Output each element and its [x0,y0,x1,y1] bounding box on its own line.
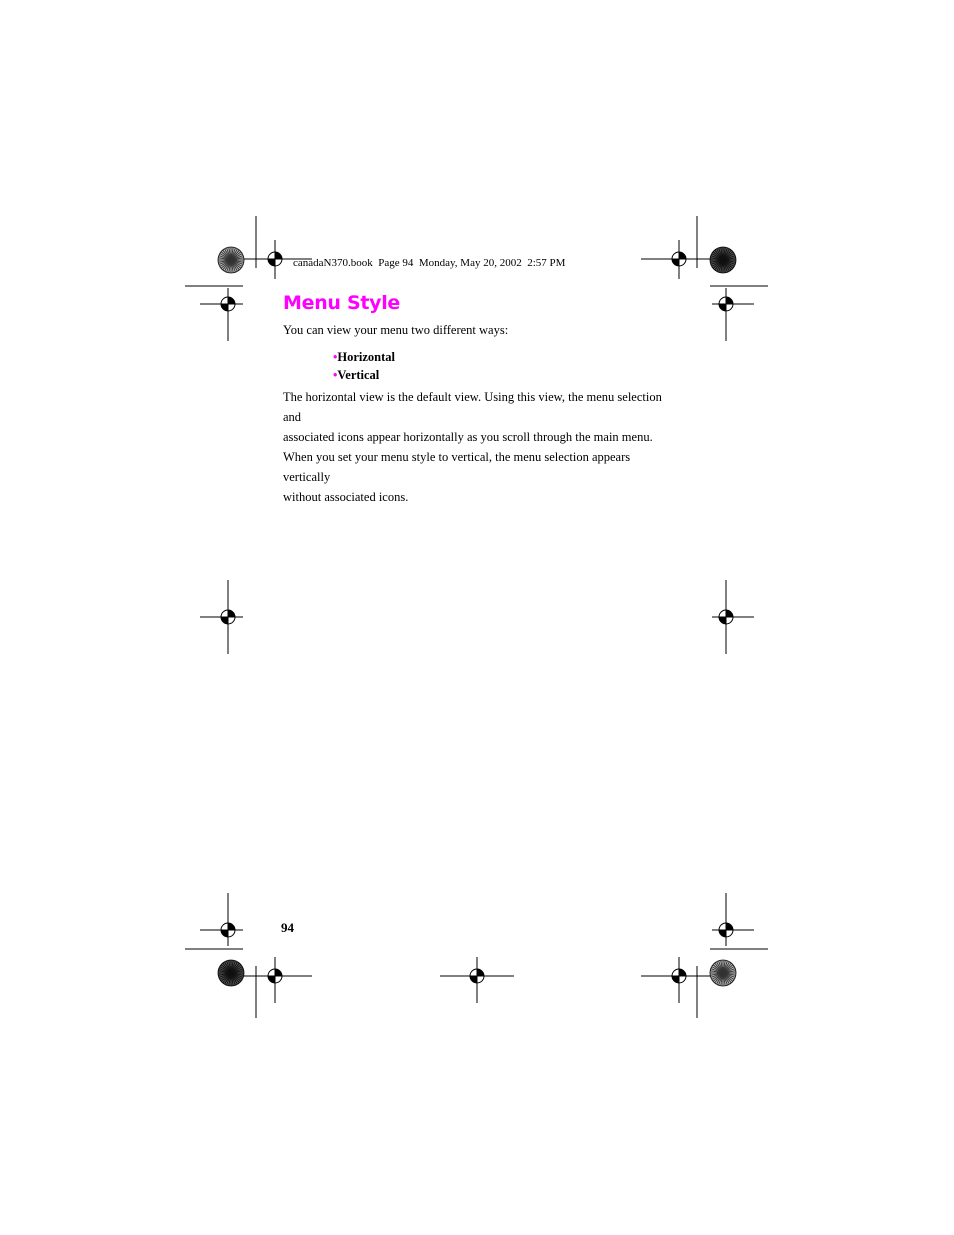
file-info-header: canadaN370.book Page 94 Monday, May 20, 2002 2:57 PM [293,257,566,269]
registration-crosshair-bottom-center [440,957,514,1003]
registration-crosshair-bottom-right-inner [641,957,716,1003]
registration-crosshair-right-top [712,288,754,341]
registration-crosshair-bottom-left-inner [237,957,312,1003]
bullet-icon: • [333,350,338,364]
body-line: without associated icons. [283,490,409,504]
registration-crosshair-right-middle [712,580,754,654]
starburst-mark-top-left [218,247,244,273]
section-title: Menu Style [283,292,401,314]
body-line: associated icons appear horizontally as you scroll through the main menu. [283,430,653,444]
starburst-mark-bottom-right [710,960,736,986]
registration-crosshair-left-bottom [200,893,243,946]
body-paragraph [283,387,673,507]
body-line: The horizontal view is the default view. Using this view, the menu selection and [283,390,662,424]
page-number: 94 [281,920,294,935]
option-vertical-label: Vertical [337,368,380,382]
option-horizontal-label: Horizontal [337,350,396,364]
registration-crosshair-left-middle [200,580,243,654]
body-line: When you set your menu style to vertical, the menu selection appears vertically [283,450,631,484]
menu-style-options [333,348,395,384]
starburst-mark-top-right [710,247,736,273]
registration-crosshair-top-right-inner [641,240,716,279]
registration-crosshair-left-top [200,288,243,341]
starburst-mark-bottom-left [218,960,244,986]
registration-crosshair-right-bottom [712,893,754,946]
intro-text: You can view your menu two different ways: [283,323,509,337]
bullet-icon: • [333,368,338,382]
list-item [333,348,395,366]
list-item [333,366,395,384]
